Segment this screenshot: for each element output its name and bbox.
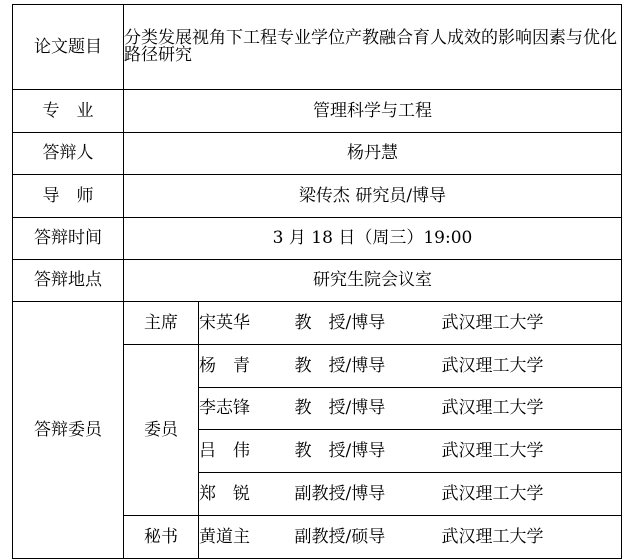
row-defense-place [13, 260, 622, 302]
member-name: 吕 伟 [199, 430, 295, 473]
member-org: 武汉理工大学 [442, 345, 622, 388]
member-name: 郑 锐 [199, 473, 295, 516]
major-label: 专 业 [13, 90, 124, 133]
member-role: 委员 [124, 345, 199, 516]
chair-rank: 教 授/博导 [295, 302, 442, 345]
thesis-title-value: 分类发展视角下工程专业学位产教融合育人成效的影响因素与优化路径研究 [124, 5, 622, 90]
member-rank: 教 授/博导 [295, 345, 442, 388]
advisor-label: 导 师 [13, 175, 124, 218]
defense-time-value: 3 月 18 日（周三）19:00 [124, 218, 622, 260]
major-value: 管理科学与工程 [124, 90, 622, 133]
member-rank: 副教授/博导 [295, 473, 442, 516]
row-defender [13, 133, 622, 175]
secretary-name: 黄道主 [199, 516, 295, 559]
secretary-role: 秘书 [124, 516, 199, 559]
committee-label: 答辩委员 [13, 302, 124, 559]
thesis-title-label: 论文题目 [13, 5, 124, 90]
secretary-org: 武汉理工大学 [442, 516, 622, 559]
chair-org: 武汉理工大学 [442, 302, 622, 345]
chair-role: 主席 [124, 302, 199, 345]
chair-name: 宋英华 [199, 302, 295, 345]
member-name: 李志锋 [199, 388, 295, 430]
row-major [13, 90, 622, 133]
defender-label: 答辩人 [13, 133, 124, 175]
secretary-rank: 副教授/硕导 [295, 516, 442, 559]
member-name: 杨 青 [199, 345, 295, 388]
defense-info-table [12, 4, 622, 559]
defense-place-label: 答辩地点 [13, 260, 124, 302]
member-org: 武汉理工大学 [442, 388, 622, 430]
member-rank: 教 授/博导 [295, 430, 442, 473]
row-defense-time [13, 218, 622, 260]
row-thesis-title [13, 5, 622, 90]
defense-time-label: 答辩时间 [13, 218, 124, 260]
defense-place-value: 研究生院会议室 [124, 260, 622, 302]
defense-info-table-wrapper [12, 4, 622, 559]
row-committee-chair [13, 302, 622, 345]
defender-value: 杨丹慧 [124, 133, 622, 175]
row-advisor [13, 175, 622, 218]
advisor-value: 梁传杰 研究员/博导 [124, 175, 622, 218]
member-org: 武汉理工大学 [442, 430, 622, 473]
member-org: 武汉理工大学 [442, 473, 622, 516]
member-rank: 教 授/博导 [295, 388, 442, 430]
